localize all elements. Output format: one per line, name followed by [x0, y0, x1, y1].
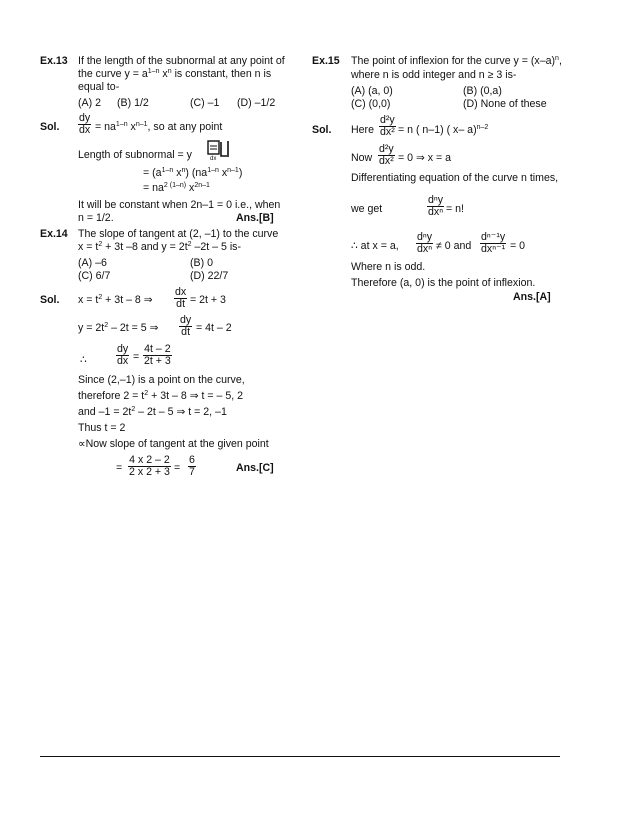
ex13-answer: Ans.[B] — [236, 212, 274, 224]
ex15-here: Here — [351, 124, 374, 136]
ex13-option-d: (D) –1/2 — [237, 97, 276, 109]
ex14-dydt-fraction: $\frac{dy}{dt}$ — [180, 314, 192, 339]
ex15-at-rhs: = 0 — [510, 240, 526, 252]
ex15-second-derivative-fraction: $\frac{\text{d²y}}{\text{dx²}}$ — [380, 114, 395, 139]
ex13-label: Ex.13 — [40, 55, 68, 67]
ex13-question-line2: the curve $y = a^{1-n}$ $x^n$ is constant, then n is — [78, 68, 272, 80]
ex15-label: Ex.15 — [312, 55, 340, 67]
ex13-sol-line5: It will be constant when 2n–1 = 0 i.e., when — [78, 199, 281, 211]
ex15-option-d: (D) None of these — [463, 98, 547, 110]
ex14-dxdt-fraction: $\frac{dx}{dt}$ — [175, 286, 187, 311]
ex14-option-c: (C) 6/7 — [78, 270, 111, 282]
ex15-question-line2: where n is odd integer and n ≥ 3 is- — [351, 69, 517, 81]
ex15-where-n-odd: Where n is odd. — [351, 261, 426, 273]
ex15-now-rhs: = 0 ⇒ x = a — [398, 152, 452, 164]
ex14-final-equals1: = — [116, 462, 123, 474]
ex15-at-fraction2: dⁿ⁻¹y dxⁿ⁻¹ — [481, 231, 506, 256]
ex13-sol-line6: n = 1/2. — [78, 212, 114, 224]
ex14-sol-line8: ∝Now slope of tangent at the given point — [78, 438, 269, 450]
ex14-label: Ex.14 — [40, 228, 68, 240]
svg-text:dx: dx — [210, 156, 217, 162]
ex14-option-b: (B) 0 — [190, 257, 213, 269]
ex14-sol-line1: $x = t^2 + 3t - 8$ ⇒ — [78, 294, 153, 306]
ex14-option-d: (D) 22/7 — [190, 270, 229, 282]
ex13-question-line1: If the length of the subnormal at any point of — [78, 55, 285, 67]
garbled-dydx-glyph — [207, 140, 233, 162]
ex14-question-line1: The slope of tangent at (2, –1) to the curve — [78, 228, 279, 240]
ex14-question-line2: $x = t^2 + 3t$ –8 and $y = 2t^2$ –2t – 5 is- — [78, 241, 242, 253]
ex15-differentiating: Differentiating equation of the curve n times, — [351, 172, 559, 184]
ex15-question-line1: The point of inflexion for the curve $y = (x-a)^n$, — [351, 55, 562, 67]
ex13-sol-line2: Length of subnormal = y — [78, 149, 192, 161]
ex14-sol-line7: Thus t = 2 — [78, 422, 126, 434]
ex13-sol-line4: = $na^{2 (1-n)}$ $x^{2n-1}$ — [143, 182, 210, 194]
therefore-symbol: ∴ — [80, 354, 87, 366]
ex15-we-get-rhs: = n! — [446, 203, 464, 215]
ex14-sol-line1-rhs: = 2t + 3 — [190, 294, 226, 306]
ex14-sol-line6: and $-1 = 2t^2 - 2t - 5$ ⇒ t = 2, –1 — [78, 406, 227, 418]
ex14-option-a: (A) –6 — [78, 257, 107, 269]
ex15-now: Now — [351, 152, 373, 164]
ex14-ratio-fraction: $\frac{4t - 2}{2t + 3}$ — [144, 343, 171, 368]
ex14-sol-label: Sol. — [40, 294, 60, 306]
ex14-sol-line2: $y = 2t^2 - 2t = 5$ ⇒ — [78, 322, 159, 334]
ex15-we-get: we get — [351, 203, 383, 215]
ex13-sol-line1: = $na^{1-n}$ $x^{n-1}$, so at any point — [95, 121, 223, 133]
ex15-here-rhs: = n ( n–1) ( x– a)$^{n-2}$ — [398, 124, 489, 136]
ex15-option-b: (B) (0,a) — [463, 85, 502, 97]
ex13-question-line3: equal to- — [78, 81, 120, 93]
ex15-option-c: (C) (0,0) — [351, 98, 391, 110]
ex14-sol-line4: Since (2,–1) is a point on the curve, — [78, 374, 245, 386]
ex15-at-fraction1: dⁿy dxⁿ — [417, 231, 433, 256]
ex15-therefore: Therefore (a, 0) is the point of inflexion. — [351, 277, 536, 289]
footer-rule — [40, 756, 560, 757]
ex15-now-fraction: $\frac{\text{d²y}}{\text{dx²}}$ — [379, 143, 394, 168]
ex14-equals: = — [133, 351, 140, 363]
ex14-dydx-fraction: $\frac{dy}{dx}$ — [117, 343, 129, 368]
ex13-option-a: (A) 2 — [78, 97, 101, 109]
ex13-sol-label: Sol. — [40, 121, 60, 133]
ex14-sol-line2-rhs: = 4t – 2 — [196, 322, 232, 334]
ex14-sol-line5: therefore $2 = t^2 + 3t - 8$ ⇒ t = – 5, 2 — [78, 390, 244, 402]
ex15-answer: Ans.[A] — [513, 291, 551, 303]
ex15-not-equal-and: ≠ 0 and — [436, 240, 472, 252]
ex15-option-a: (A) (a, 0) — [351, 85, 393, 97]
ex15-at-x-a: ∴ at x = a, — [351, 240, 399, 252]
ex14-answer: Ans.[C] — [236, 462, 274, 474]
ex13-option-c: (C) –1 — [190, 97, 220, 109]
ex13-sol-line3: = ($a^{1-n}$ $x^n$) ($na^{1-n}$ $x^{n-1}$) — [143, 167, 243, 179]
ex14-final-equals2: = — [174, 462, 181, 474]
ex15-sol-label: Sol. — [312, 124, 332, 136]
ex15-nth-derivative-fraction: dⁿy dxⁿ — [428, 194, 444, 219]
ex13-dydx-fraction: $\frac{dy}{dx}$ — [79, 112, 91, 137]
ex14-final-fraction1: $\frac{4 x 2 - 2}{2 x 2 + 3}$ — [129, 454, 170, 479]
ex14-final-fraction2: $\frac{6}{7}$ — [189, 454, 195, 479]
ex13-option-b: (B) 1/2 — [117, 97, 149, 109]
